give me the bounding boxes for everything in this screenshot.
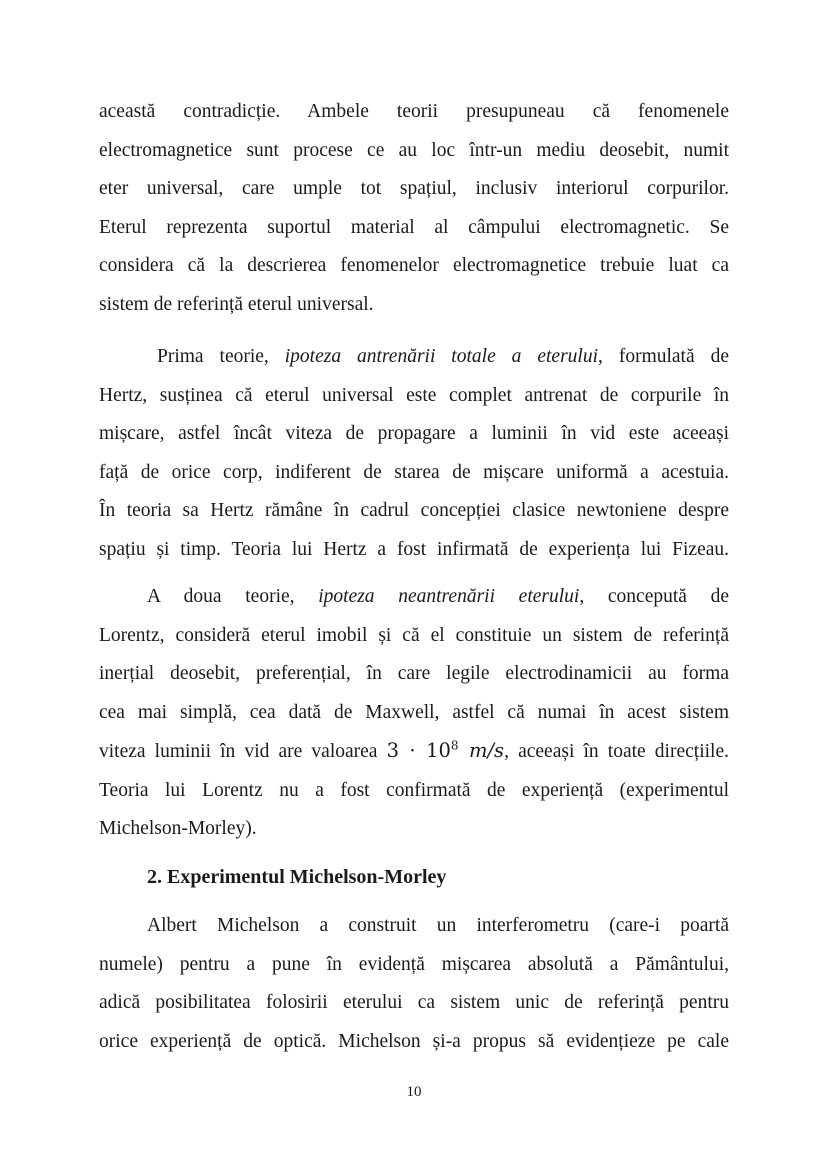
paragraph-line: În teoria sa Hertz rămâne în cadrul concepției clasice newtoniene despre bbox=[99, 500, 729, 521]
italic-term: ipoteza neantrenării eterului bbox=[318, 586, 580, 607]
paragraph-line: electromagnetice sunt procese ce au loc într-un mediu deosebit, numit bbox=[99, 139, 729, 161]
paragraph-line: spațiu și timp. Teoria lui Hertz a fost infirmată de experiența lui Fizeau. bbox=[99, 538, 729, 560]
paragraph-line: față de orice corp, indiferent de starea de mișcare uniformă a acestuia. bbox=[99, 461, 729, 483]
text-run: , formulată de bbox=[598, 346, 729, 367]
paragraph-line: inerțial deosebit, preferențial, în care legile electrodinamicii au forma bbox=[99, 663, 729, 684]
paragraph-line: mișcare, astfel încât viteza de propagare a luminii în vid este aceeași bbox=[99, 423, 729, 444]
formula-value bbox=[387, 739, 505, 762]
paragraph-3 bbox=[99, 578, 729, 849]
text-run: Prima teorie, bbox=[157, 346, 285, 367]
paragraph-line: adică posibilitatea folosirii eterului ca sistem unic de referință pentru bbox=[99, 992, 729, 1013]
paragraph-line: numele) pentru a pune în evidență mișcarea absolută a Pământului, bbox=[99, 953, 729, 975]
paragraph-line: Albert Michelson a construit un interferometru (care-i poartă bbox=[147, 915, 729, 936]
paragraph-line-with-formula bbox=[99, 732, 729, 772]
paragraph-4 bbox=[99, 907, 729, 1061]
formula-exponent: 8 bbox=[450, 738, 459, 753]
paragraph-line: considera că la descrierea fenomenelor electromagnetice trebuie luat ca bbox=[99, 255, 729, 276]
text-run: viteza luminii în vid are valoarea bbox=[99, 741, 387, 762]
text-run: A doua teorie, bbox=[147, 586, 319, 607]
italic-term: ipoteza antrenării totale a eterului bbox=[284, 346, 599, 367]
paragraph-1 bbox=[99, 93, 729, 324]
paragraph-first-line bbox=[99, 338, 729, 377]
text-run: , aceeași în toate direcțiile. bbox=[504, 741, 729, 762]
formula-base: 3 · 10 bbox=[386, 739, 451, 762]
paragraph-line: cea mai simplă, cea dată de Maxwell, astfel că numai în acest sistem bbox=[99, 701, 729, 723]
formula-unit: m/s bbox=[469, 739, 505, 762]
paragraph-line: Michelson-Morley). bbox=[99, 818, 257, 839]
paragraph-line: Eterul reprezenta suportul material al câmpului electromagnetic. Se bbox=[99, 216, 729, 238]
paragraph-line: Teoria lui Lorentz nu a fost confirmată de experiență (experimentul bbox=[99, 779, 729, 801]
paragraph-line: orice experiență de optică. Michelson și-a propus să evidențieze pe cale bbox=[99, 1030, 729, 1052]
paragraph-line: Lorentz, consideră eterul imobil și că el constituie un sistem de referință bbox=[99, 624, 729, 646]
text-run: , concepută de bbox=[579, 586, 729, 607]
paragraph-first-line bbox=[99, 578, 729, 617]
paragraph-2 bbox=[99, 338, 729, 569]
section-heading: 2. Experimentul Michelson-Morley bbox=[147, 866, 447, 888]
paragraph-line: eter universal, care umple tot spațiul, inclusiv interiorul corpurilor. bbox=[99, 178, 729, 199]
paragraph-line: Hertz, susținea că eterul universal este complet antrenat de corpurile în bbox=[99, 384, 729, 406]
paragraph-line: această contradicție. Ambele teorii presupuneau că fenomenele bbox=[99, 101, 729, 122]
paragraph-line: sistem de referință eterul universal. bbox=[99, 293, 374, 315]
page-number: 10 bbox=[406, 1084, 422, 1100]
